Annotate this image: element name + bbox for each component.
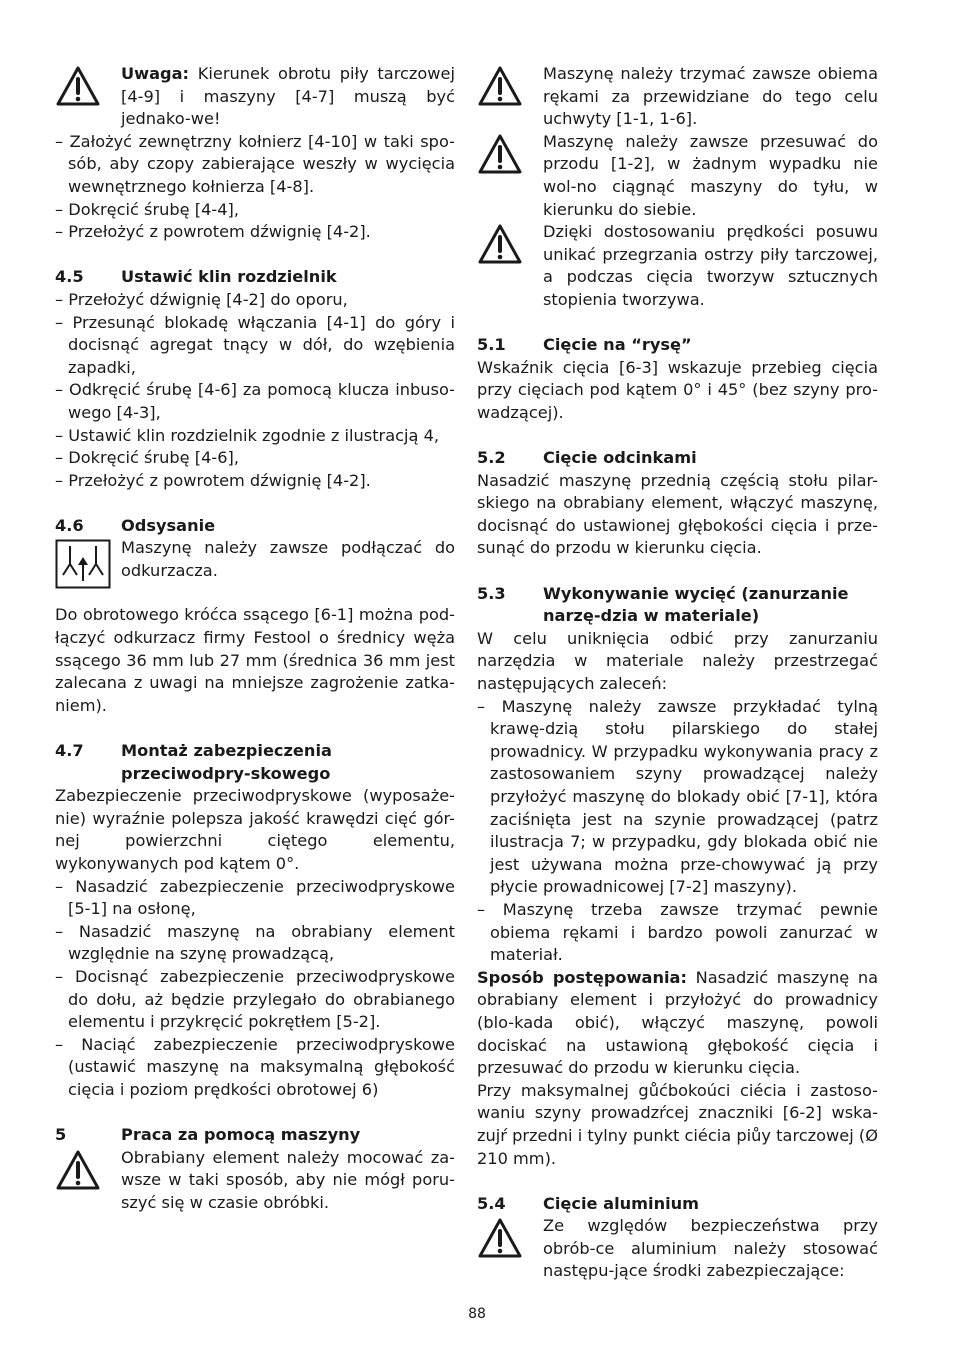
warning-triangle-icon bbox=[477, 131, 543, 221]
section-number: 4.6 bbox=[55, 515, 84, 535]
section-heading-4-5 bbox=[55, 266, 455, 289]
paragraph: W celu uniknięcia odbić przy zanurzaniu narzędzia w materiale należy przestrzegać następujących zaleceń: bbox=[477, 628, 878, 694]
warning-triangle-icon bbox=[55, 63, 121, 131]
list-item: – Dokręcić śrubę [4-4], bbox=[55, 199, 239, 219]
section-title: Cięcie aluminium bbox=[543, 1193, 700, 1213]
section-title: Montaż zabezpieczenia przeciwodpry-skowego bbox=[121, 741, 332, 783]
extraction-text: Maszynę należy zawsze podłączać do odkurzacza. bbox=[121, 538, 455, 581]
section-number: 5.2 bbox=[477, 448, 506, 468]
warning-text: Kierunek obrotu piły tarczowej [4-9] i maszyny [4-7] muszą być jednako-we! bbox=[121, 64, 455, 129]
section-heading-5-3 bbox=[477, 583, 878, 628]
list-item: – Dokręcić śrubę [4-6], bbox=[55, 448, 239, 468]
section-number: 5 bbox=[55, 1125, 67, 1145]
section-number: 5.1 bbox=[477, 335, 506, 355]
warning-block bbox=[477, 1215, 878, 1283]
warning-label: Uwaga: bbox=[121, 64, 190, 83]
warning-block bbox=[477, 221, 878, 311]
warning-text: Maszynę należy trzymać zawsze obiema rękami za przewidziane do tego celu uchwyty [1-1, 1-6]. bbox=[543, 64, 878, 129]
paragraph: Przy maksymalnej gůćbokoúci ciécia i zastoso-waniu szyny prowadzŕcej znaczniki [6-2] wska-zujŕ przedni i tylny punkt ciécia piůy tarczowej (Ø 210 mm). bbox=[477, 1080, 878, 1168]
page-number: 88 bbox=[468, 1306, 486, 1322]
list-item: – Ustawić klin rozdzielnik zgodnie z ilustracją 4, bbox=[55, 425, 440, 445]
list-item: – Maszynę należy zawsze przykładać tylną krawę-dzią stołu pilarskiego do stałej prowadnicy. W przypadku wykonywania pracy z zastosowaniem szyny prowadzącej należy przyłożyć maszynę do blokady obić [7-1], która zaciśnięta jest na szynie prowadzącej (patrz ilustracja 7; w przypadku, gdy blokada obić nie jest używana można prze-chowywać ją przy płycie prowadnicowej [7-2] maszyny). bbox=[477, 696, 878, 897]
list-item: – Przełożyć dźwignię [4-2] do oporu, bbox=[55, 289, 348, 309]
section-title: Odsysanie bbox=[121, 515, 216, 535]
section-heading-5-1 bbox=[477, 334, 878, 357]
warning-triangle-icon bbox=[477, 1215, 543, 1283]
list-item: – Odkręcić śrubę [4-6] za pomocą klucza inbuso-wego [4-3], bbox=[55, 380, 455, 422]
section-number: 4.7 bbox=[55, 741, 84, 761]
procedure-text: Nasadzić maszynę na obrabiany element i przyłożyć do prowadnicy (blo-kada obić), włączyć maszynę, powoli dociskać na ustawioną głębokość cięcia i przesuwać do przodu w kierunku cięcia. bbox=[477, 967, 878, 1078]
section-heading-5-2 bbox=[477, 447, 878, 470]
warning-triangle-icon bbox=[477, 63, 543, 131]
section-title: Cięcie odcinkami bbox=[543, 448, 697, 468]
paragraph: Do obrotowego króćca ssącego [6-1] można pod-łączyć odkurzacz firmy Festool o średnicy węża ssącego 36 mm lub 27 mm (średnica 36 mm jest zalecana z uwagi na mniejsze zagrożenie zatka-niem). bbox=[55, 605, 455, 715]
warning-text: Obrabiany element należy mocować za-wsze w taki sposób, aby nie mógł poru-szyć się w czasie obróbki. bbox=[121, 1147, 455, 1212]
list-item: – Docisnąć zabezpieczenie przeciwodpryskowe do dołu, aż będzie przylegało do obrabianego elementu i przykręcić pokrętłem [5-2]. bbox=[55, 966, 455, 1032]
warning-triangle-icon bbox=[55, 1147, 121, 1215]
paragraph: Zabezpieczenie przeciwodpryskowe (wyposaże-nie) wyraźnie polepsza jakość krawędzi cięć gór-nej powierzchni ciętego elementu, wykonywanych pod kątem 0°. bbox=[55, 786, 455, 873]
list-item: – Nasadzić zabezpieczenie przeciwodpryskowe [5-1] na osłonę, bbox=[55, 876, 455, 919]
left-column bbox=[55, 63, 455, 1215]
warning-block bbox=[477, 131, 878, 221]
section-title: Cięcie na “rysę” bbox=[543, 335, 692, 355]
section-number: 4.5 bbox=[55, 267, 84, 287]
section-heading-4-7 bbox=[55, 740, 455, 785]
warning-block bbox=[55, 1147, 455, 1215]
right-column bbox=[477, 63, 878, 1283]
section-title: Ustawić klin rozdzielnik bbox=[121, 267, 337, 287]
warning-triangle-icon bbox=[477, 221, 543, 311]
warning-text: Ze względów bezpieczeństwa przy obrób-ce aluminium należy stosować następu-jące środki zabezpieczające: bbox=[543, 1216, 878, 1281]
procedure-paragraph bbox=[477, 967, 878, 1080]
list-item: – Przełożyć z powrotem dźwignię [4-2]. bbox=[55, 222, 371, 242]
paragraph: Nasadzić maszynę przednią częścią stołu pilar-skiego na obrabiany element, włączyć maszynę, docisnąć do ustawionej głębokości cięcia i prze-sunąć do przodu w kierunku cięcia. bbox=[477, 470, 878, 558]
section-heading-5 bbox=[55, 1124, 455, 1147]
procedure-label: Sposób postępowania: bbox=[477, 967, 687, 987]
list-item: – Maszynę trzeba zawsze trzymać pewnie obiema rękami i bardzo powoli zanurzać w materiał. bbox=[477, 899, 878, 965]
section-heading-4-6 bbox=[55, 515, 455, 538]
extraction-block bbox=[55, 537, 455, 589]
section-heading-5-4 bbox=[477, 1193, 878, 1216]
warning-text: Maszynę należy zawsze przesuwać do przodu [1-2], w żadnym wypadku nie wol-no ciągnąć maszyny do tyłu, w kierunku do siebie. bbox=[543, 131, 878, 219]
list-item: – Nasadzić maszynę na obrabiany element względnie na szynę prowadzącą, bbox=[55, 921, 455, 964]
list-item: – Założyć zewnętrzny kołnierz [4-10] w taki spo-sób, aby czopy zabierające weszły w wycięcia wewnętrznego kołnierza [4-8]. bbox=[55, 131, 455, 196]
dust-extraction-icon bbox=[55, 537, 121, 589]
warning-block bbox=[55, 63, 455, 131]
list-item: – Przesunąć blokadę włączania [4-1] do góry i docisnąć agregat tnący w dół, do wzębienia zapadki, bbox=[55, 312, 455, 377]
list-item: – Przełożyć z powrotem dźwignię [4-2]. bbox=[55, 470, 371, 490]
section-title: Wykonywanie wycięć (zanurzanie narzę-dzia w materiale) bbox=[543, 583, 849, 626]
section-number: 5.3 bbox=[477, 583, 506, 603]
paragraph: Wskaźnik cięcia [6-3] wskazuje przebieg cięcia przy cięciach pod kątem 0° i 45° (bez szyny pro-wadzącej). bbox=[477, 357, 878, 422]
warning-text: Dzięki dostosowaniu prędkości posuwu unikać przegrzania ostrzy piły tarczowej, a podczas cięcia tworzyw sztucznych stopienia tworzywa. bbox=[543, 222, 878, 309]
section-title: Praca za pomocą maszyny bbox=[121, 1125, 361, 1145]
warning-block bbox=[477, 63, 878, 131]
list-item: – Naciąć zabezpieczenie przeciwodpryskowe (ustawić maszynę na maksymalną głębokość cięcia i poziom prędkości obrotowej 6) bbox=[55, 1034, 455, 1099]
section-number: 5.4 bbox=[477, 1193, 506, 1213]
